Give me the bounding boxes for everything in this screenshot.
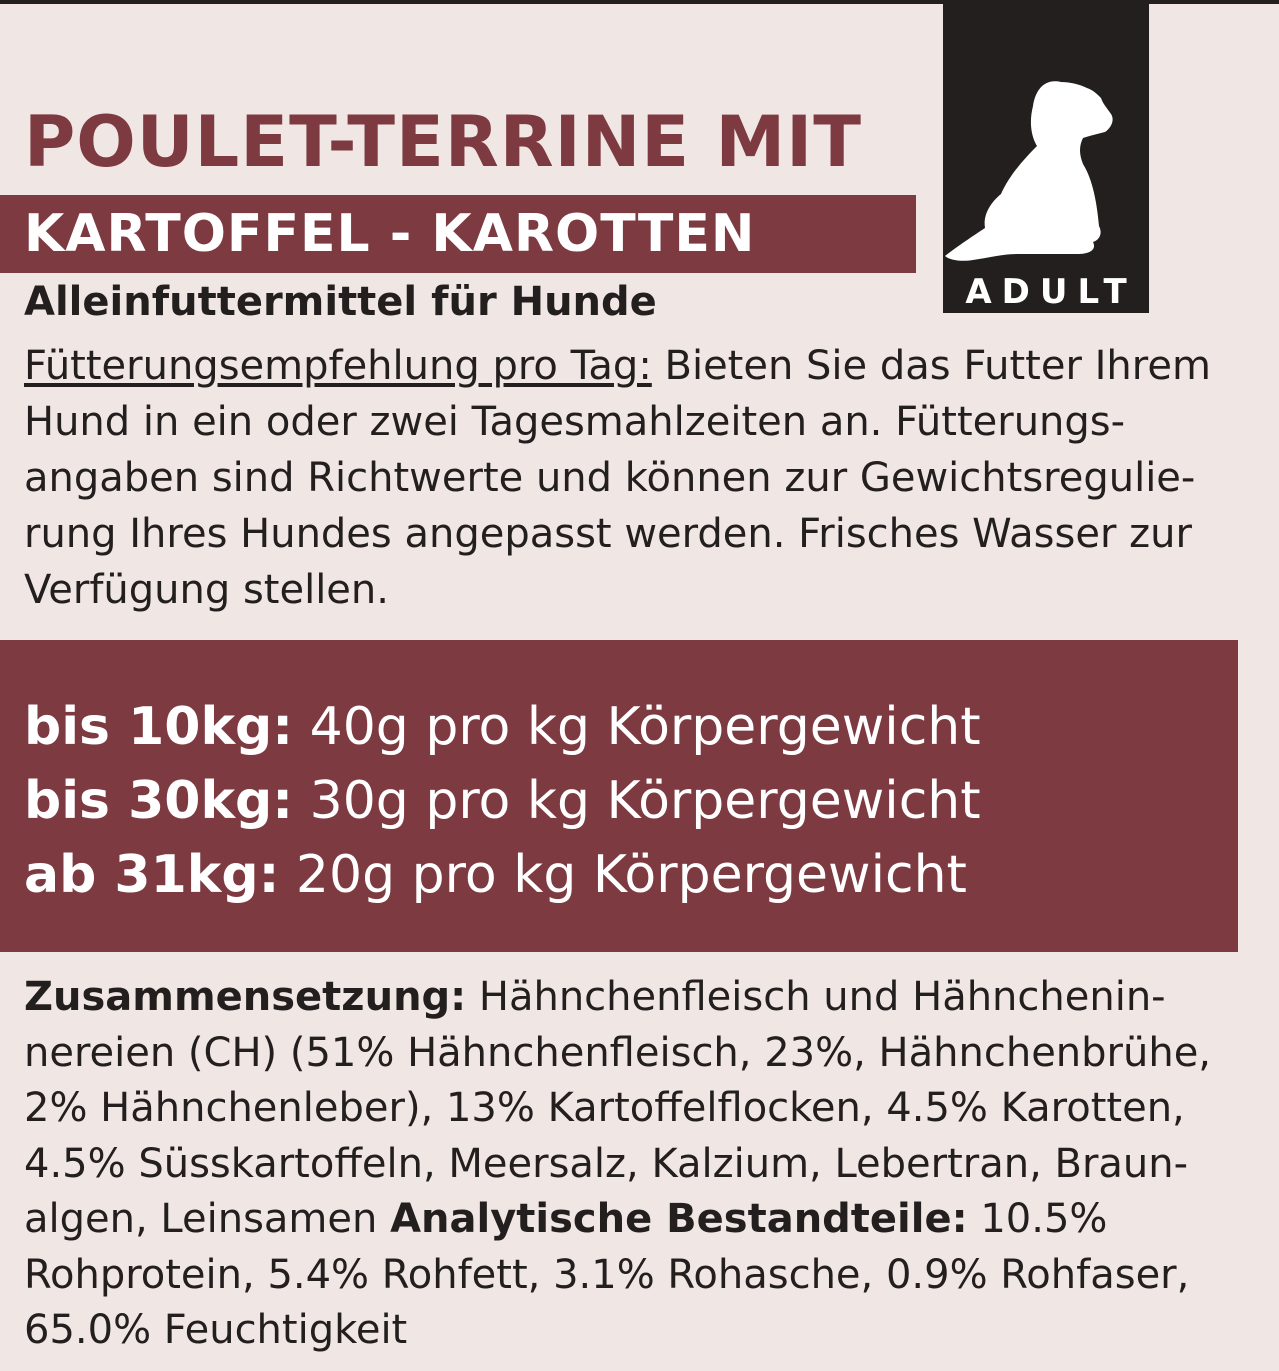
product-type-label: Alleinfuttermittel für Hunde — [24, 279, 657, 325]
dosage-list — [24, 690, 981, 912]
analytic-text: 10.5% Rohprotein, 5.4% Rohfett, 3.1% Rohasche, 0.9% Rohfaser, 65.0% Feuchtigkeit — [24, 1196, 1190, 1353]
product-title: POULET-TERRINE MIT — [24, 101, 862, 183]
dosage-row — [24, 764, 981, 838]
dosage-panel — [0, 640, 1238, 952]
composition-label: Zusammensetzung: — [24, 974, 467, 1020]
composition-section — [24, 970, 1269, 1359]
dosage-row — [24, 690, 981, 764]
adult-badge — [943, 4, 1149, 313]
dosage-amount: 20g pro kg Körpergewicht — [295, 845, 967, 905]
composition-text: Hähnchenfleisch und Hähnchenin-nereien (CH) (51% Hähnchenfleisch, 23%, Hähnchenbrühe, 2% Hähnchenleber), 13% Kartoffelflocken, 4.5% Karotten, 4.5% Süsskartoffeln, Meersalz, Kalzium, Lebertran, Braun-algen, Leinsamen — [24, 974, 1212, 1242]
feeding-recommendation — [24, 338, 1269, 618]
dosage-weight: ab 31kg: — [24, 845, 280, 905]
product-subtitle-text: KARTOFFEL - KAROTTEN — [24, 204, 756, 264]
dosage-row — [24, 838, 981, 912]
feeding-text: Bieten Sie das Futter Ihrem Hund in ein oder zwei Tagesmahlzeiten an. Fütterungs-angaben sind Richtwerte und können zur Gewichtsregulie-rung Ihres Hundes angepasst werden. Frisches Wasser zur Verfügung stellen. — [24, 343, 1211, 613]
dosage-amount: 40g pro kg Körpergewicht — [309, 697, 981, 757]
analytic-label: Analytische Bestandteile: — [390, 1196, 968, 1242]
dog-silhouette-icon — [943, 4, 1149, 313]
dosage-weight: bis 30kg: — [24, 771, 294, 831]
dosage-weight: bis 10kg: — [24, 697, 294, 757]
feeding-heading: Fütterungsempfehlung pro Tag: — [24, 343, 652, 389]
product-subtitle-bar — [0, 195, 916, 273]
badge-label: ADULT — [965, 272, 1137, 312]
dosage-amount: 30g pro kg Körpergewicht — [309, 771, 981, 831]
